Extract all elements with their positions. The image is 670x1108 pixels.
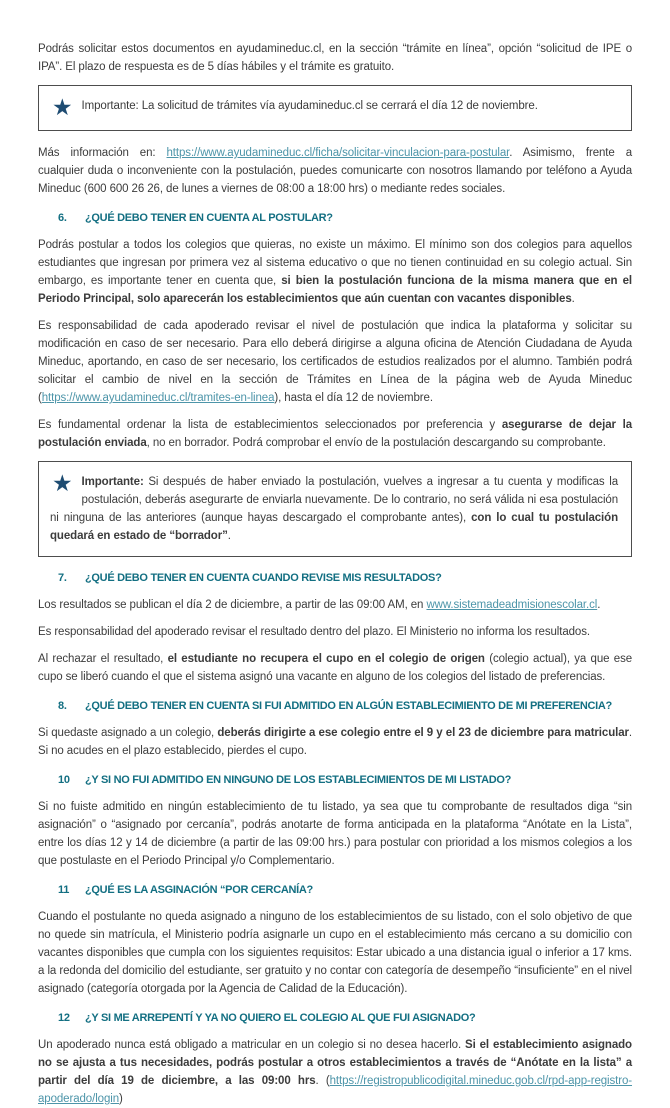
body-text: Al rechazar el resultado, (38, 653, 168, 665)
body-text: . ( (315, 1075, 330, 1087)
heading-number: 10 (58, 774, 70, 786)
section-heading (38, 698, 632, 715)
paragraph (38, 317, 632, 407)
section-heading (38, 570, 632, 587)
paragraph (38, 40, 632, 76)
important-callout (38, 85, 632, 131)
paragraph (38, 596, 632, 614)
text-link[interactable]: https://www.ayudamineduc.cl/ficha/solicitar-vinculacion-para-postular (166, 147, 510, 159)
bold-text: el estudiante no recupera el cupo en el colegio de origen (167, 653, 485, 665)
body-text: Podrás solicitar estos documentos en ayudamineduc.cl, en la sección “trámite en línea”, opción “solicitud de IPE o IPA”. El plazo de respuesta es de 5 días hábiles y el trámite es gratuito. (38, 43, 632, 73)
body-text: , no en borrador. Podrá comprobar el envío de la postulación descargando su comprobante. (146, 437, 606, 449)
body-text: ) (119, 1093, 123, 1105)
paragraph (38, 908, 632, 998)
bold-text: deberás dirigirte a ese colegio entre el 9 y el 23 de diciembre para matricular (217, 727, 629, 739)
body-text: (colegio actual), ya que ese cupo se liberó cuando el que el sistema asignó una vacante en alguno de los colegios del listado de preferencias. (38, 653, 633, 683)
body-text: Es responsabilidad del apoderado revisar el resultado dentro del plazo. El Ministerio no informa los resultados. (38, 626, 590, 638)
paragraph (38, 416, 632, 452)
body-text: Importante: La solicitud de trámites vía ayudamineduc.cl se cerrará el día 12 de noviembre. (81, 100, 538, 112)
body-text: . Asimismo, frente a cualquier duda o inconveniente con la postulación, puedes comunicarte con nosotros llamando por teléfono a Ayuda Mineduc (600 600 26 26, de lunes a viernes de 08:00 a 18:00 hrs) o mediante redes sociales. (38, 147, 632, 195)
paragraph (38, 724, 632, 760)
heading-number: 7. (58, 572, 67, 584)
body-text: Los resultados se publican el día 2 de diciembre, a partir de las 09:00 AM, en (38, 599, 427, 611)
body-text: ), hasta el día 12 de noviembre. (274, 392, 433, 404)
text-link[interactable]: www.sistemadeadmisionescolar.cl (426, 599, 598, 611)
heading-number: 8. (58, 700, 67, 712)
bold-text: con lo cual tu postulación quedará en estado de “borrador” (50, 512, 618, 542)
body-text: Podrás postular a todos los colegios que quieras, no existe un máximo. El mínimo son dos colegios para aquellos estudiantes que ingresan por primera vez al sistema educativo o que no tienen continuidad en su colegio actual. Sin embargo, es importante tener en cuenta que, (38, 239, 632, 287)
section-heading (38, 1010, 632, 1027)
body-text: Es fundamental ordenar la lista de establecimientos seleccionados por preferencia y (38, 419, 502, 431)
bold-text: Si el establecimiento asignado no se ajusta a tus necesidades, podrás postular a otros establecimientos a través de “Anótate en la lista” a partir del día 19 de diciembre, a las 09:00 hrs (38, 1039, 632, 1087)
body-text: Si quedaste asignado a un colegio, (38, 727, 218, 739)
heading-text: ¿QUÉ ES LA ASGINACIÓN “POR CERCANÍA? (85, 884, 313, 896)
heading-text: ¿QUÉ DEBO TENER EN CUENTA AL POSTULAR? (85, 212, 333, 224)
body-text: Cuando el postulante no queda asignado a ninguno de los establecimientos de su listado, con el solo objetivo de que no quede sin matrícula, el Ministerio podría asignarle un cupo en el establecimiento más cercano a su domicilio con vacantes disponibles que cumpla con los siguientes requisitos: Estar ubicado a una distancia igual o inferior a 17 kms. a la redonda del domicilio del estudiante, ser gratuito y no contar con categoría de desempeño “insuficiente” en el nivel asignado (categoría otorgada por la Agencia de Calidad de la Educación). (38, 911, 632, 995)
paragraph (38, 236, 632, 308)
section-heading (38, 772, 632, 789)
body-text: . Si no acudes en el plazo establecido, pierdes el cupo. (38, 727, 632, 757)
heading-text: ¿QUÉ DEBO TENER EN CUENTA CUANDO REVISE MIS RESULTADOS? (85, 572, 442, 584)
bold-text: Importante: (81, 476, 144, 488)
heading-text: ¿Y SI ME ARREPENTÍ Y YA NO QUIERO EL COLEGIO AL QUE FUI ASIGNADO? (85, 1012, 476, 1024)
body-text: . (227, 530, 231, 542)
section-heading (38, 210, 632, 227)
heading-number: 12 (58, 1012, 70, 1024)
section-heading (38, 882, 632, 899)
paragraph (38, 650, 632, 686)
heading-number: 6. (58, 212, 67, 224)
text-link[interactable]: https://www.ayudamineduc.cl/tramites-en-linea (41, 392, 275, 404)
star-icon: ★ (52, 94, 73, 120)
bold-text: asegurarse de dejar la postulación enviada (38, 419, 632, 449)
heading-text: ¿QUÉ DEBO TENER EN CUENTA SI FUI ADMITIDO EN ALGÚN ESTABLECIMIENTO DE MI PREFERENCIA? (85, 700, 612, 712)
body-text: Más información en: (38, 147, 167, 159)
heading-text: ¿Y SI NO FUI ADMITIDO EN NINGUNO DE LOS ESTABLECIMIENTOS DE MI LISTADO? (85, 774, 512, 786)
paragraph (38, 1036, 632, 1108)
text-link[interactable]: https://registropublicodigital.mineduc.gob.cl/rpd-app-registro-apoderado/login (38, 1075, 633, 1105)
body-text: Es responsabilidad de cada apoderado revisar el nivel de postulación que indica la plataforma y solicitar su modificación en caso de ser necesario. Para ello deberá dirigirse a alguna oficina de Atención Ciudadana de Ayuda Mineduc, aportando, en caso de ser necesario, los certificados de estudios realizados por el alumno. También podrá solicitar el cambio de nivel en la sección de Trámites en Línea de la página web de Ayuda Mineduc ( (38, 320, 632, 404)
star-icon: ★ (52, 470, 73, 496)
bold-text: si bien la postulación funciona de la misma manera que en el Periodo Principal, solo aparecerán los establecimientos que aún cuentan con vacantes disponibles (38, 275, 632, 305)
paragraph (38, 144, 632, 198)
body-text: . (597, 599, 601, 611)
body-text: . (571, 293, 575, 305)
important-callout (38, 461, 632, 557)
body-text: Si no fuiste admitido en ningún establecimiento de tu listado, ya sea que tu comprobante de resultados diga “sin asignación” o “asignado por cercanía”, podrás anotarte de forma anticipada en la plataforma “Anótate en la Lista”, entre los días 12 y 14 de diciembre (a partir de las 09:00 hrs.) para postular con prioridad a los mismos colegios a los que postulaste en el Periodo Principal y/o Complementario. (38, 801, 632, 867)
paragraph (38, 623, 632, 641)
body-text: Un apoderado nunca está obligado a matricular en un colegio si no desea hacerlo. (38, 1039, 465, 1051)
body-text: Si después de haber enviado la postulación, vuelves a ingresar a tu cuenta y modificas la postulación, deberás asegurarte de enviarla nuevamente. De lo contrario, no será válida ni esa postulación ni ninguna de las anteriores (aunque hayas descargado el comprobante antes), (50, 476, 618, 524)
heading-number: 11 (58, 884, 70, 896)
paragraph (38, 798, 632, 870)
